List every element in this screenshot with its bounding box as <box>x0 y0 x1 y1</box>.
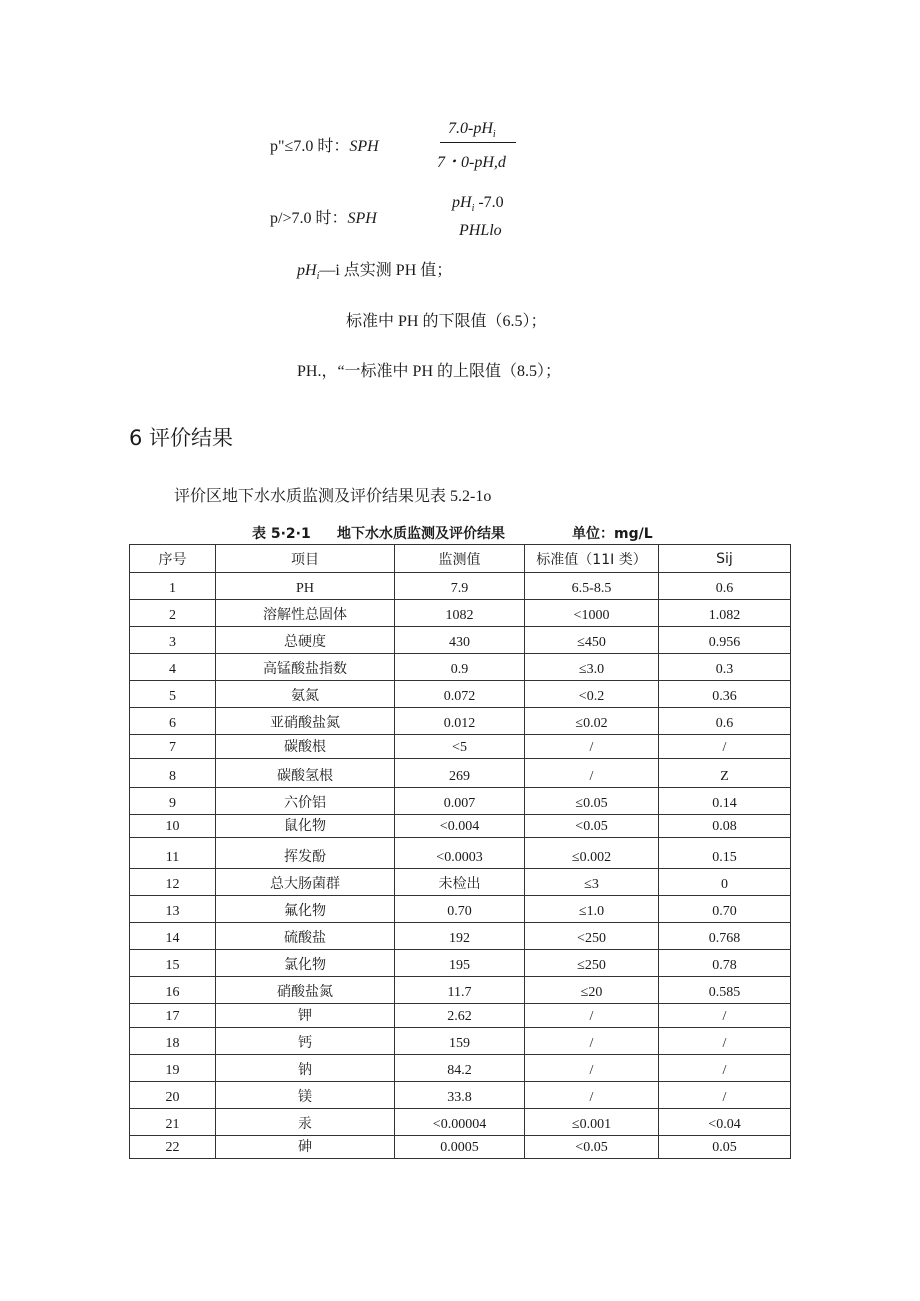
cell-standard: ≤3.0 <box>525 654 659 681</box>
cell-measured: 7.9 <box>395 573 525 600</box>
cell-measured: 0.072 <box>395 681 525 708</box>
cell-sij: <0.04 <box>659 1109 791 1136</box>
cell-standard: ≤0.05 <box>525 788 659 815</box>
table-row <box>130 950 791 977</box>
cell-item: 溶解性总固体 <box>216 600 395 627</box>
cell-measured: 未检出 <box>395 869 525 896</box>
header-measured: 监测值 <box>395 545 525 573</box>
cell-index: 20 <box>130 1082 216 1109</box>
cell-sij: / <box>659 1055 791 1082</box>
cell-standard: <0.05 <box>525 815 659 838</box>
cell-item: 碳酸根 <box>216 735 395 759</box>
cell-measured: 269 <box>395 759 525 788</box>
cell-item: 氟化物 <box>216 896 395 923</box>
cell-measured: <0.004 <box>395 815 525 838</box>
cell-index: 10 <box>130 815 216 838</box>
table-body <box>130 573 791 1159</box>
table-row <box>130 1082 791 1109</box>
cell-standard: 6.5-8.5 <box>525 573 659 600</box>
cell-measured: 0.007 <box>395 788 525 815</box>
water-quality-table <box>129 544 791 1159</box>
cell-item: 砷 <box>216 1136 395 1159</box>
cell-index: 16 <box>130 977 216 1004</box>
cell-standard: <1000 <box>525 600 659 627</box>
table-caption-unit: 单位：mg/L <box>572 526 653 542</box>
cell-sij: 0.6 <box>659 573 791 600</box>
table-row <box>130 815 791 838</box>
cell-index: 22 <box>130 1136 216 1159</box>
cell-index: 4 <box>130 654 216 681</box>
cell-measured: <5 <box>395 735 525 759</box>
cell-item: 挥发酚 <box>216 838 395 869</box>
table-row <box>130 759 791 788</box>
cell-sij: 1.082 <box>659 600 791 627</box>
cell-index: 12 <box>130 869 216 896</box>
cell-measured: 0.012 <box>395 708 525 735</box>
cell-standard: <0.05 <box>525 1136 659 1159</box>
cell-sij: 0.05 <box>659 1136 791 1159</box>
cell-index: 15 <box>130 950 216 977</box>
table-row <box>130 1055 791 1082</box>
cell-index: 21 <box>130 1109 216 1136</box>
definition-ph-lower: 标准中 PH 的下限值（6.5）； <box>346 313 547 330</box>
header-sij: Sij <box>659 545 791 573</box>
cell-index: 2 <box>130 600 216 627</box>
cell-item: 高锰酸盐指数 <box>216 654 395 681</box>
cell-sij: 0.956 <box>659 627 791 654</box>
cell-standard: / <box>525 735 659 759</box>
cell-measured: 33.8 <box>395 1082 525 1109</box>
table-row <box>130 654 791 681</box>
cell-measured: 84.2 <box>395 1055 525 1082</box>
table-row <box>130 1004 791 1028</box>
cell-measured: 195 <box>395 950 525 977</box>
cell-measured: 0.70 <box>395 896 525 923</box>
cell-measured: <0.00004 <box>395 1109 525 1136</box>
cell-standard: ≤450 <box>525 627 659 654</box>
formula-1-numerator: $7.0-pH_i$ <box>448 120 496 141</box>
cell-standard: ≤0.002 <box>525 838 659 869</box>
intro-paragraph: 评价区地下水水质监测及评价结果见表 5.2-1o <box>174 488 492 505</box>
formula-2-condition: p/>7.0 时：SPH <box>270 210 377 227</box>
cell-standard: ≤20 <box>525 977 659 1004</box>
cell-measured: 0.9 <box>395 654 525 681</box>
cell-item: PH <box>216 573 395 600</box>
cell-standard: / <box>525 759 659 788</box>
table-row <box>130 977 791 1004</box>
cell-standard: / <box>525 1004 659 1028</box>
cell-sij: / <box>659 1004 791 1028</box>
table-row <box>130 1028 791 1055</box>
cell-item: 鼠化物 <box>216 815 395 838</box>
table-row <box>130 681 791 708</box>
cell-sij: 0 <box>659 869 791 896</box>
cell-standard: <250 <box>525 923 659 950</box>
formula-1-denominator: 7・0-pH,d <box>437 154 506 171</box>
cell-index: 5 <box>130 681 216 708</box>
definition-phi: $pH_i—i$ 点实测 PH 值； <box>297 262 453 283</box>
table-row <box>130 1136 791 1159</box>
table-row <box>130 896 791 923</box>
cell-standard: ≤1.0 <box>525 896 659 923</box>
cell-sij: 0.768 <box>659 923 791 950</box>
table-caption-title: 地下水水质监测及评价结果 <box>337 526 505 542</box>
cell-item: 氨氮 <box>216 681 395 708</box>
cell-index: 17 <box>130 1004 216 1028</box>
cell-sij: 0.15 <box>659 838 791 869</box>
cell-measured: 159 <box>395 1028 525 1055</box>
section-heading: 6 评价结果 <box>129 426 234 450</box>
cell-index: 13 <box>130 896 216 923</box>
table-row <box>130 708 791 735</box>
table-row <box>130 788 791 815</box>
definition-ph-upper: PH.，“一标准中 PH 的上限值（8.5）； <box>297 363 562 380</box>
header-standard: 标准值（11I 类） <box>525 545 659 573</box>
header-index: 序号 <box>130 545 216 573</box>
table-row <box>130 573 791 600</box>
cell-item: 总硬度 <box>216 627 395 654</box>
cell-sij: 0.78 <box>659 950 791 977</box>
cell-standard: / <box>525 1028 659 1055</box>
formula-1-fraction-bar <box>440 142 516 143</box>
cell-sij: 0.70 <box>659 896 791 923</box>
formula-2-numerator: $pH_i$ -7.0 <box>452 194 504 215</box>
table-row <box>130 838 791 869</box>
cell-item: 碳酸氢根 <box>216 759 395 788</box>
cell-index: 9 <box>130 788 216 815</box>
cell-index: 18 <box>130 1028 216 1055</box>
cell-standard: ≤0.001 <box>525 1109 659 1136</box>
cell-sij: 0.08 <box>659 815 791 838</box>
cell-item: 钙 <box>216 1028 395 1055</box>
cell-index: 8 <box>130 759 216 788</box>
table-caption-number: 表 5·2·1 <box>252 526 311 542</box>
table-row <box>130 923 791 950</box>
cell-measured: <0.0003 <box>395 838 525 869</box>
cell-sij: / <box>659 1082 791 1109</box>
table-header-row <box>130 545 791 573</box>
cell-standard: / <box>525 1082 659 1109</box>
cell-index: 3 <box>130 627 216 654</box>
cell-measured: 430 <box>395 627 525 654</box>
cell-item: 亚硝酸盐氮 <box>216 708 395 735</box>
cell-item: 总大肠菌群 <box>216 869 395 896</box>
cell-sij: / <box>659 1028 791 1055</box>
cell-index: 6 <box>130 708 216 735</box>
header-item: 项目 <box>216 545 395 573</box>
table-row <box>130 735 791 759</box>
cell-item: 汞 <box>216 1109 395 1136</box>
table-row <box>130 600 791 627</box>
cell-item: 硝酸盐氮 <box>216 977 395 1004</box>
cell-measured: 1082 <box>395 600 525 627</box>
cell-sij: 0.6 <box>659 708 791 735</box>
cell-sij: 0.3 <box>659 654 791 681</box>
cell-standard: ≤0.02 <box>525 708 659 735</box>
cell-item: 硫酸盐 <box>216 923 395 950</box>
cell-measured: 11.7 <box>395 977 525 1004</box>
formula-2-denominator: PHLlo <box>459 222 502 239</box>
cell-item: 钠 <box>216 1055 395 1082</box>
cell-measured: 2.62 <box>395 1004 525 1028</box>
cell-sij: 0.585 <box>659 977 791 1004</box>
cell-measured: 0.0005 <box>395 1136 525 1159</box>
cell-standard: / <box>525 1055 659 1082</box>
cell-sij: / <box>659 735 791 759</box>
cell-sij: Z <box>659 759 791 788</box>
cell-standard: ≤3 <box>525 869 659 896</box>
cell-index: 19 <box>130 1055 216 1082</box>
table-row <box>130 1109 791 1136</box>
table-row <box>130 627 791 654</box>
cell-item: 镁 <box>216 1082 395 1109</box>
cell-measured: 192 <box>395 923 525 950</box>
cell-item: 钾 <box>216 1004 395 1028</box>
cell-index: 11 <box>130 838 216 869</box>
table-row <box>130 869 791 896</box>
cell-index: 7 <box>130 735 216 759</box>
cell-index: 1 <box>130 573 216 600</box>
cell-standard: <0.2 <box>525 681 659 708</box>
cell-sij: 0.36 <box>659 681 791 708</box>
cell-index: 14 <box>130 923 216 950</box>
cell-standard: ≤250 <box>525 950 659 977</box>
cell-sij: 0.14 <box>659 788 791 815</box>
cell-item: 六价铝 <box>216 788 395 815</box>
formula-1-condition: p"≤7.0 时：SPH <box>270 138 379 155</box>
cell-item: 氯化物 <box>216 950 395 977</box>
